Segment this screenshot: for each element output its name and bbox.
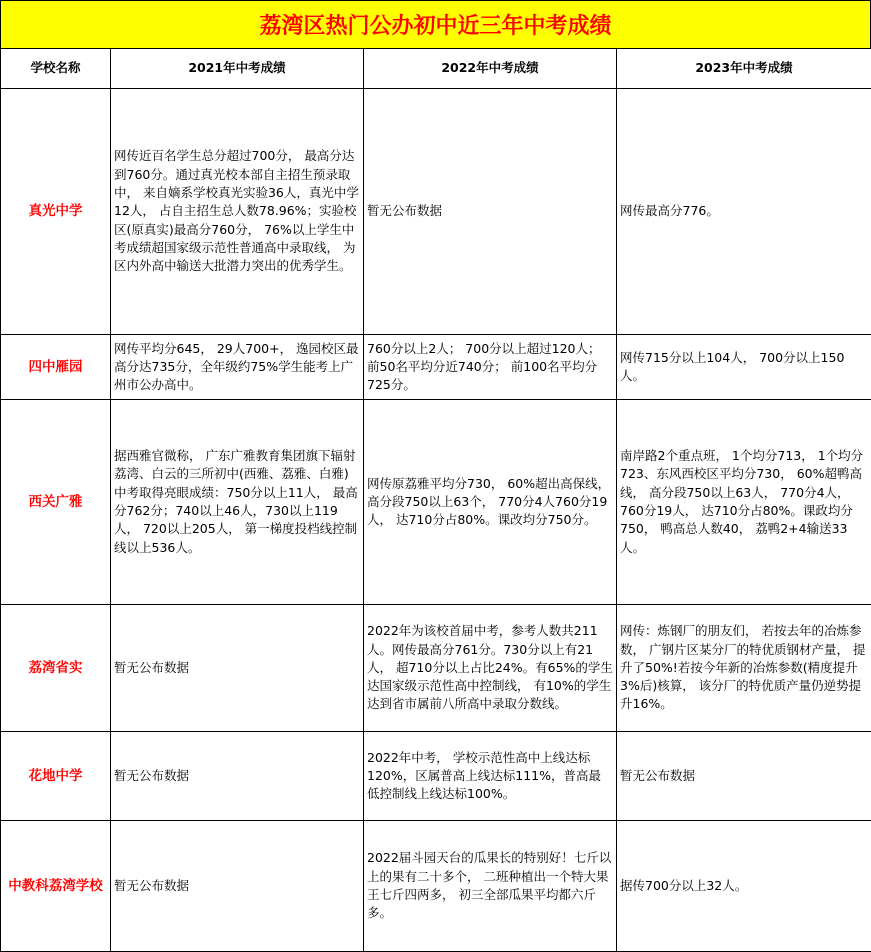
score-2023: 暂无公布数据: [617, 732, 871, 821]
score-2022: 暂无公布数据: [364, 89, 617, 335]
table-row: [1, 89, 871, 335]
header-row: [1, 49, 871, 89]
score-2022: 2022年为该校首届中考，参考人数共211人。网传最高分761分。730分以上有21人， 超710分以上占比24%。有65%的学生达国家级示范性高中控制线， 有10%的学生达到省市属前八所高中录取分数线。: [364, 605, 617, 732]
table-row: [1, 605, 871, 732]
scores-table: [0, 48, 871, 952]
school-name: 四中雁园: [1, 335, 111, 400]
column-header-2021: 2021年中考成绩: [111, 49, 364, 89]
score-2023: 据传700分以上32人。: [617, 821, 871, 952]
score-2023: 网传715分以上104人， 700分以上150人。: [617, 335, 871, 400]
score-2022: 760分以上2人； 700分以上超过120人； 前50名平均分近740分； 前100名平均分725分。: [364, 335, 617, 400]
score-2021: 网传平均分645， 29人700+， 逸园校区最高分达735分，全年级约75%学生能考上广州市公办高中。: [111, 335, 364, 400]
table-row: [1, 732, 871, 821]
column-header-school: 学校名称: [1, 49, 111, 89]
score-2021: 据西雅官微称， 广东广雅教育集团旗下辐射荔湾、白云的三所初中(西雅、荔雅、白雅) 中考取得亮眼成绩：750分以上11人， 最高分762分；740以上46人，730以上119人， 720以上205人， 第一梯度投档线控制线以上536人。: [111, 400, 364, 605]
score-2021: 暂无公布数据: [111, 821, 364, 952]
score-2022: 网传原荔雅平均分730， 60%超出高保线， 高分段750以上63个， 770分4人760分19人， 达710分占80%。课改均分750分。: [364, 400, 617, 605]
school-name: 荔湾省实: [1, 605, 111, 732]
school-name: 西关广雅: [1, 400, 111, 605]
school-name: 花地中学: [1, 732, 111, 821]
column-header-2022: 2022年中考成绩: [364, 49, 617, 89]
score-2021: 暂无公布数据: [111, 732, 364, 821]
score-2023: 网传最高分776。: [617, 89, 871, 335]
score-2023: 网传：炼钢厂的朋友们， 若按去年的冶炼参数， 广钢片区某分厂的特优质钢材产量， 提升了50%!若按今年新的冶炼参数(精度提升3%后)核算， 该分厂的特优质产量仍逆势提升16%。: [617, 605, 871, 732]
sheet-title: 荔湾区热门公办初中近三年中考成绩: [0, 0, 871, 49]
score-2023: 南岸路2个重点班， 1个均分713， 1个均分723、东风西校区平均分730， 60%超鸭高线， 高分段750以上63人， 770分4人，760分19人， 达710分占80%。课政均分750， 鸭高总人数40， 荔鸭2+4输送33人。: [617, 400, 871, 605]
table-row: [1, 821, 871, 952]
school-name: 中教科荔湾学校: [1, 821, 111, 952]
table-row: [1, 400, 871, 605]
score-2022: 2022年中考， 学校示范性高中上线达标120%，区属普高上线达标111%，普高最低控制线上线达标100%。: [364, 732, 617, 821]
table-row: [1, 335, 871, 400]
score-2021: 暂无公布数据: [111, 605, 364, 732]
score-2021: 网传近百名学生总分超过700分， 最高分达到760分。通过真光校本部自主招生预录取中， 来自嫡系学校真光实验36人，真光中学12人， 占自主招生总人数78.96%；实验校区(原真实)最高分760分， 76%以上学生中考成绩超国家级示范性普通高中录取线， 为区内外高中输送大批潜力突出的优秀学生。: [111, 89, 364, 335]
column-header-2023: 2023年中考成绩: [617, 49, 871, 89]
score-2022: 2022届斗园天台的瓜果长的特别好！七斤以上的果有二十多个， 二班种植出一个特大果王七斤四两多， 初三全部瓜果平均都六斤多。: [364, 821, 617, 952]
school-name: 真光中学: [1, 89, 111, 335]
